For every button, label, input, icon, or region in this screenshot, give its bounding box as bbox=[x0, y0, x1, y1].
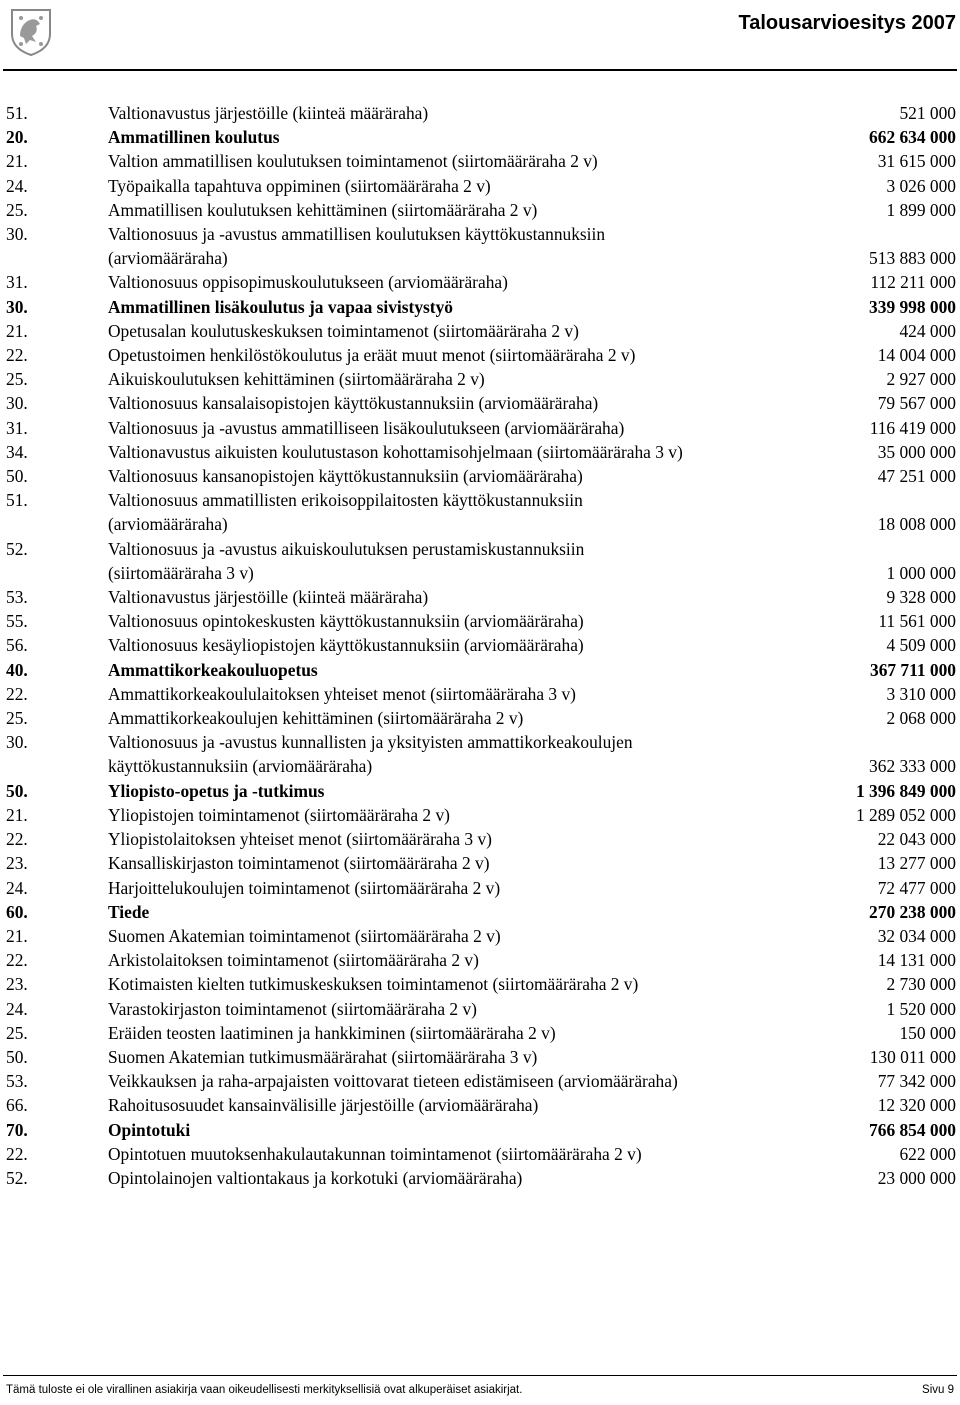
row-number: 50. bbox=[6, 780, 28, 801]
header-divider bbox=[3, 69, 957, 71]
table-row bbox=[0, 464, 960, 488]
row-amount: 3 310 000 bbox=[886, 683, 956, 704]
table-row bbox=[0, 488, 960, 536]
row-description: Aikuiskoulutuksen kehittäminen (siirtomääräraha 2 v) bbox=[108, 369, 485, 390]
table-row bbox=[0, 319, 960, 343]
row-number: 22. bbox=[6, 683, 28, 704]
row-amount: 18 008 000 bbox=[877, 514, 956, 535]
table-row bbox=[0, 198, 960, 222]
row-description: Yliopistojen toimintamenot (siirtomääräraha 2 v) bbox=[108, 804, 450, 825]
row-amount: 22 043 000 bbox=[877, 829, 956, 850]
row-description: Veikkauksen ja raha-arpajaisten voittovarat tieteen edistämiseen (arviomääräraha) bbox=[108, 1071, 678, 1092]
row-amount: 77 342 000 bbox=[877, 1071, 956, 1092]
table-row bbox=[0, 948, 960, 972]
row-amount: 766 854 000 bbox=[869, 1119, 956, 1140]
row-amount: 130 011 000 bbox=[869, 1046, 956, 1067]
row-description: Valtionosuus kansalaisopistojen käyttökustannuksiin (arviomääräraha) bbox=[108, 393, 599, 414]
table-row bbox=[0, 585, 960, 609]
row-description: Yliopisto-opetus ja -tutkimus bbox=[108, 780, 325, 801]
row-description: Opetustoimen henkilöstökoulutus ja eräät muut menot (siirtomääräraha 2 v) bbox=[108, 345, 636, 366]
row-amount: 1 520 000 bbox=[886, 998, 956, 1019]
row-amount: 112 211 000 bbox=[870, 272, 956, 293]
row-description: Valtionavustus järjestöille (kiinteä määräraha) bbox=[108, 103, 429, 123]
row-amount: 47 251 000 bbox=[877, 466, 956, 487]
row-number: 52. bbox=[6, 538, 28, 559]
document-title: Talousarvioesitys 2007 bbox=[738, 12, 956, 34]
row-description: Valtionosuus oppisopimuskoulutukseen (arviomääräraha) bbox=[108, 272, 508, 293]
table-row bbox=[0, 1166, 960, 1190]
row-number: 21. bbox=[6, 925, 28, 946]
row-description: Opintotuki bbox=[108, 1119, 191, 1140]
table-row bbox=[0, 1021, 960, 1045]
row-amount: 622 000 bbox=[899, 1143, 956, 1164]
table-row bbox=[0, 149, 960, 173]
row-amount: 362 333 000 bbox=[869, 756, 956, 777]
row-description: Valtion ammatillisen koulutuksen toimintamenot (siirtomääräraha 2 v) bbox=[108, 151, 598, 172]
row-amount: 9 328 000 bbox=[886, 587, 956, 608]
row-number: 25. bbox=[6, 1022, 28, 1043]
row-number: 23. bbox=[6, 853, 28, 874]
table-row-heading bbox=[0, 295, 960, 319]
row-number: 50. bbox=[6, 466, 28, 487]
row-amount: 1 899 000 bbox=[886, 199, 956, 220]
row-amount: 23 000 000 bbox=[877, 1167, 956, 1188]
row-description: Opetusalan koulutuskeskuksen toimintamenot (siirtomääräraha 2 v) bbox=[108, 320, 579, 341]
row-number: 24. bbox=[6, 877, 28, 898]
row-description: Opintolainojen valtiontakaus ja korkotuki (arviomääräraha) bbox=[108, 1167, 523, 1188]
table-row bbox=[0, 1045, 960, 1069]
row-description: Rahoitusosuudet kansainvälisille järjestöille (arviomääräraha) bbox=[108, 1095, 539, 1116]
row-number: 25. bbox=[6, 199, 28, 220]
row-number: 66. bbox=[6, 1095, 28, 1116]
row-amount: 3 026 000 bbox=[886, 175, 956, 196]
row-amount: 1 289 052 000 bbox=[856, 804, 956, 825]
table-row bbox=[0, 972, 960, 996]
table-row bbox=[0, 682, 960, 706]
row-number: 51. bbox=[6, 490, 28, 511]
row-number: 25. bbox=[6, 708, 28, 729]
row-amount: 2 068 000 bbox=[886, 708, 956, 729]
table-row bbox=[0, 440, 960, 464]
row-number: 70. bbox=[6, 1119, 28, 1140]
table-row-heading bbox=[0, 900, 960, 924]
row-description: Ammattikorkeakouluopetus bbox=[108, 659, 318, 680]
row-description: Opintotuen muutoksenhakulautakunnan toimintamenot (siirtomääräraha 2 v) bbox=[108, 1143, 642, 1164]
row-number: 21. bbox=[6, 320, 28, 341]
row-description: Ammatillinen koulutus bbox=[108, 127, 280, 148]
row-number: 55. bbox=[6, 611, 28, 632]
row-amount: 116 419 000 bbox=[869, 417, 956, 438]
row-amount: 72 477 000 bbox=[877, 877, 956, 898]
row-description: Valtionosuus opintokeskusten käyttökustannuksiin (arviomääräraha) bbox=[108, 611, 584, 632]
table-row bbox=[0, 924, 960, 948]
table-row bbox=[0, 101, 960, 125]
table-row bbox=[0, 633, 960, 657]
row-amount: 2 730 000 bbox=[886, 974, 956, 995]
row-description: Valtionosuus ja -avustus kunnallisten ja yksityisten ammattikorkeakoulujen käyttökustannuksiin (arviomääräraha) bbox=[108, 732, 633, 777]
row-number: 50. bbox=[6, 1046, 28, 1067]
row-number: 22. bbox=[6, 1143, 28, 1164]
row-amount: 4 509 000 bbox=[886, 635, 956, 656]
table-row-heading bbox=[0, 1118, 960, 1142]
row-amount: 513 883 000 bbox=[869, 248, 956, 269]
row-number: 30. bbox=[6, 732, 28, 753]
budget-table bbox=[0, 101, 960, 1190]
row-description: Tiede bbox=[108, 901, 150, 922]
row-amount: 11 561 000 bbox=[878, 611, 956, 632]
table-row bbox=[0, 997, 960, 1021]
row-amount: 150 000 bbox=[899, 1022, 956, 1043]
row-amount: 31 615 000 bbox=[877, 151, 956, 172]
row-number: 30. bbox=[6, 296, 28, 317]
row-amount: 13 277 000 bbox=[877, 853, 956, 874]
row-description: Valtionosuus ja -avustus ammatilliseen lisäkoulutukseen (arviomääräraha) bbox=[108, 417, 625, 438]
row-amount: 662 634 000 bbox=[869, 127, 956, 148]
row-number: 40. bbox=[6, 659, 28, 680]
row-number: 22. bbox=[6, 950, 28, 971]
row-amount: 32 034 000 bbox=[877, 925, 956, 946]
row-amount: 14 004 000 bbox=[877, 345, 956, 366]
row-amount: 1 000 000 bbox=[886, 562, 956, 583]
row-amount: 35 000 000 bbox=[877, 441, 956, 462]
table-row bbox=[0, 803, 960, 827]
row-description: Valtionavustus järjestöille (kiinteä määräraha) bbox=[108, 587, 429, 608]
footer-divider bbox=[3, 1375, 957, 1376]
page-header bbox=[0, 0, 960, 72]
row-description: Valtionosuus kansanopistojen käyttökustannuksiin (arviomääräraha) bbox=[108, 466, 583, 487]
row-number: 21. bbox=[6, 804, 28, 825]
table-row bbox=[0, 1142, 960, 1166]
table-row bbox=[0, 416, 960, 440]
row-amount: 424 000 bbox=[899, 320, 956, 341]
row-number: 24. bbox=[6, 998, 28, 1019]
row-number: 30. bbox=[6, 224, 28, 245]
row-amount: 14 131 000 bbox=[877, 950, 956, 971]
row-description: Suomen Akatemian tutkimusmäärärahat (siirtomääräraha 3 v) bbox=[108, 1046, 538, 1067]
row-description: Valtionosuus ammatillisten erikoisoppilaitosten käyttökustannuksiin (arviomääräraha) bbox=[108, 490, 583, 535]
row-description: Valtionosuus ja -avustus ammatillisen koulutuksen käyttökustannuksiin (arviomääräraha) bbox=[108, 224, 606, 269]
table-row bbox=[0, 391, 960, 415]
row-number: 30. bbox=[6, 393, 28, 414]
row-description: Arkistolaitoksen toimintamenot (siirtomääräraha 2 v) bbox=[108, 950, 479, 971]
row-description: Varastokirjaston toimintamenot (siirtomääräraha 2 v) bbox=[108, 998, 477, 1019]
table-row bbox=[0, 270, 960, 294]
row-description: Ammatillisen koulutuksen kehittäminen (siirtomääräraha 2 v) bbox=[108, 199, 538, 220]
table-row bbox=[0, 343, 960, 367]
row-description: Ammattikorkeakoulujen kehittäminen (siirtomääräraha 2 v) bbox=[108, 708, 524, 729]
row-description: Harjoittelukoulujen toimintamenot (siirtomääräraha 2 v) bbox=[108, 877, 501, 898]
row-description: Kansalliskirjaston toimintamenot (siirtomääräraha 2 v) bbox=[108, 853, 490, 874]
table-row bbox=[0, 827, 960, 851]
table-row bbox=[0, 706, 960, 730]
row-amount: 270 238 000 bbox=[869, 901, 956, 922]
row-description: Työpaikalla tapahtuva oppiminen (siirtomääräraha 2 v) bbox=[108, 175, 491, 196]
table-row bbox=[0, 1069, 960, 1093]
row-description: Valtionavustus aikuisten koulutustason kohottamisohjelmaan (siirtomääräraha 3 v) bbox=[108, 441, 683, 462]
table-row bbox=[0, 1093, 960, 1117]
row-number: 23. bbox=[6, 974, 28, 995]
page-number: Sivu 9 bbox=[922, 1384, 954, 1396]
row-description: Eräiden teosten laatiminen ja hankkiminen (siirtomääräraha 2 v) bbox=[108, 1022, 556, 1043]
table-row-heading bbox=[0, 658, 960, 682]
row-number: 56. bbox=[6, 635, 28, 656]
row-amount: 2 927 000 bbox=[886, 369, 956, 390]
disclaimer-text: Tämä tuloste ei ole virallinen asiakirja vaan oikeudellisesti merkityksellisiä ovat alkuperäiset asiakirjat. bbox=[6, 1384, 523, 1396]
table-row bbox=[0, 367, 960, 391]
row-number: 31. bbox=[6, 417, 28, 438]
table-row bbox=[0, 851, 960, 875]
row-number: 21. bbox=[6, 151, 28, 172]
row-number: 53. bbox=[6, 587, 28, 608]
table-row bbox=[0, 730, 960, 778]
row-number: 60. bbox=[6, 901, 28, 922]
table-row-heading bbox=[0, 125, 960, 149]
table-row-heading bbox=[0, 779, 960, 803]
row-number: 22. bbox=[6, 345, 28, 366]
lion-coat-of-arms-icon bbox=[6, 6, 56, 56]
row-description: Yliopistolaitoksen yhteiset menot (siirtomääräraha 3 v) bbox=[108, 829, 492, 850]
row-amount: 12 320 000 bbox=[877, 1095, 956, 1116]
row-amount: 1 396 849 000 bbox=[856, 780, 956, 801]
row-amount: 521 000 bbox=[899, 103, 956, 123]
row-number: 52. bbox=[6, 1167, 28, 1188]
table-row bbox=[0, 609, 960, 633]
row-number: 53. bbox=[6, 1071, 28, 1092]
table-row bbox=[0, 537, 960, 585]
row-number: 31. bbox=[6, 272, 28, 293]
row-number: 20. bbox=[6, 127, 28, 148]
row-amount: 367 711 000 bbox=[870, 659, 956, 680]
row-description: Suomen Akatemian toimintamenot (siirtomääräraha 2 v) bbox=[108, 925, 501, 946]
row-number: 51. bbox=[6, 103, 28, 123]
row-number: 24. bbox=[6, 175, 28, 196]
table-row bbox=[0, 174, 960, 198]
row-number: 34. bbox=[6, 441, 28, 462]
row-description: Ammatillinen lisäkoulutus ja vapaa sivistystyö bbox=[108, 296, 453, 317]
row-amount: 79 567 000 bbox=[877, 393, 956, 414]
row-description: Ammattikorkeakoululaitoksen yhteiset menot (siirtomääräraha 3 v) bbox=[108, 683, 576, 704]
row-number: 25. bbox=[6, 369, 28, 390]
row-description: Valtionosuus ja -avustus aikuiskoulutuksen perustamiskustannuksiin (siirtomääräraha 3 v) bbox=[108, 538, 585, 583]
table-row bbox=[0, 876, 960, 900]
row-amount: 339 998 000 bbox=[869, 296, 956, 317]
row-number: 22. bbox=[6, 829, 28, 850]
row-description: Valtionosuus kesäyliopistojen käyttökustannuksiin (arviomääräraha) bbox=[108, 635, 584, 656]
table-row bbox=[0, 222, 960, 270]
row-description: Kotimaisten kielten tutkimuskeskuksen toimintamenot (siirtomääräraha 2 v) bbox=[108, 974, 639, 995]
